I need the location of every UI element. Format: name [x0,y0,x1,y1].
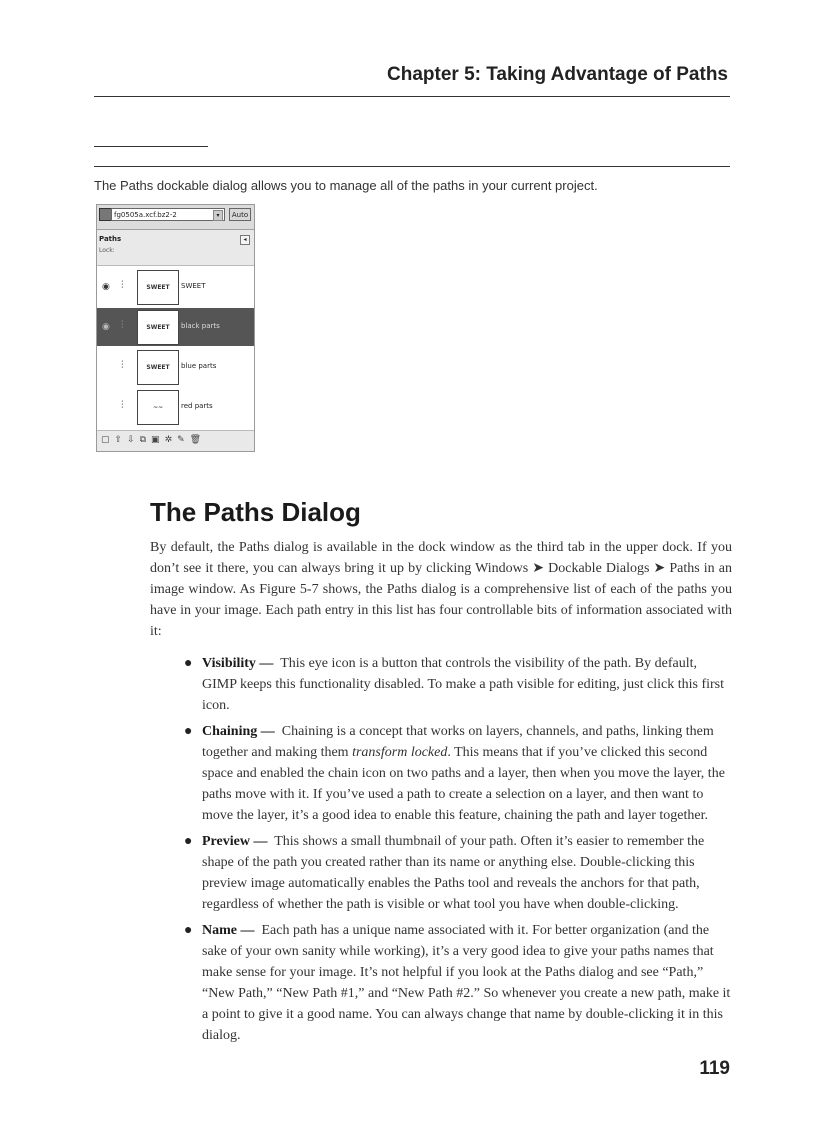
new-path-icon[interactable]: ▢ [101,435,110,445]
list-item [150,721,732,826]
list-item [150,920,732,1046]
short-rule [94,146,208,147]
path-row[interactable] [97,348,254,386]
path-row[interactable] [97,268,254,306]
figure-rule [94,166,730,167]
bullet-text: Chaining is a concept that works on layers, channels, and paths, linking them together and making them [202,724,714,760]
running-head: Chapter 5: Taking Advantage of Paths [387,64,728,85]
path-preview-thumbnail[interactable]: SWEET [137,350,179,385]
chain-icon[interactable]: ⫶ [121,320,124,331]
path-to-selection-icon[interactable]: ▣ [151,435,160,445]
path-row[interactable] [97,388,254,426]
selection-to-path-icon[interactable]: ✲ [164,435,173,445]
bullet-icon: ● [184,724,193,739]
path-row[interactable] [97,308,254,346]
duplicate-path-icon[interactable]: ⧉ [139,435,147,445]
chain-icon[interactable]: ⫶ [121,280,124,291]
paths-list [97,265,254,431]
path-name[interactable]: black parts [181,322,220,330]
chain-icon[interactable]: ⫶ [121,360,124,371]
bullet-term: Name — [202,923,255,938]
page-number: 119 [699,1058,730,1079]
eye-icon[interactable]: ◉ [102,322,110,332]
path-preview-thumbnail[interactable]: SWEET [137,270,179,305]
dialog-button-bar [97,431,254,449]
tab-menu-icon[interactable]: ◂ [240,235,250,245]
paint-path-icon[interactable]: ✎ [177,435,185,445]
list-item [150,653,732,716]
bullet-term: Chaining — [202,724,275,739]
bullet-text: This shows a small thumbnail of your path. Often it’s easier to remember the shape of the path you created rather than its name or anything else. Double-clicking this preview image automatically enables the Paths tool and reveals the anchors for that path, regardless of whether the path is visible or what tool you have when double-clicking. [202,834,705,912]
bullet-emphasis: transform locked [352,745,448,760]
paths-dialog-screenshot [96,204,255,452]
path-preview-thumbnail[interactable]: ~~ [137,390,179,425]
auto-button[interactable]: Auto [229,208,251,221]
eye-icon[interactable]: ◉ [102,282,110,292]
bullet-text: . This means that if you’ve clicked this second space and enabled the chain icon on two paths and a layer, then when you move the layer, the paths move with it. If you’ve used a path to create a selection on a layer, and then want to move the layer, it’s a good idea to enable this feature, chaining the path and layer together. [202,745,725,823]
raise-path-icon[interactable]: ⇧ [114,435,123,445]
image-combo-value: fg0505a.xcf.bz2-2 [114,211,177,219]
bullet-term: Preview — [202,834,268,849]
bullet-icon: ● [184,923,193,938]
chain-icon[interactable]: ⫶ [121,400,124,411]
intro-paragraph: By default, the Paths dialog is available in the dock window as the third tab in the upper dock. If you don’t see it there, you can always bring it up by clicking Windows ➤ Dockable Dialogs ➤ Paths in an image window. As Figure 5-7 shows, the Paths dialog is a comprehensive list of each of the paths you have in your image. Each path entry in this list has four controllable bits of information associated with it: [150,540,732,639]
figure-caption: The Paths dockable dialog allows you to manage all of the paths in your current project. [94,178,598,193]
bullet-text: This eye icon is a button that controls the visibility of the path. By default, GIMP keeps this functionality disabled. To make a path visible for editing, just click this first icon. [202,656,724,713]
bullet-term: Visibility — [202,656,274,671]
lower-path-icon[interactable]: ⇩ [127,435,135,445]
bullet-text: Each path has a unique name associated with it. For better organization (and the sake of your own sanity while working), it’s a very good idea to give your paths names that make sense for your image. It’s not helpful if you look at the Paths dialog and see “Path,” “New Path,” “New Path #1,” and “New Path #2.” So whenever you create a new path, make it a point to give it a good name. You can always change that name by double-clicking it in this dialog. [202,923,731,1043]
image-combo[interactable] [111,208,225,221]
path-name[interactable]: SWEET [181,282,206,290]
image-selector-bar [97,205,254,230]
list-item [150,831,732,915]
path-name[interactable]: blue parts [181,362,217,370]
delete-path-icon[interactable]: 🗑 [189,435,202,445]
path-name[interactable]: red parts [181,402,213,410]
chevron-down-icon[interactable]: ▾ [213,210,223,221]
header-rule [94,96,730,97]
bullet-icon: ● [184,656,193,671]
lock-label: Lock: [99,247,115,254]
dialog-title: Paths [99,235,122,243]
section-heading: The Paths Dialog [150,497,361,527]
feature-list [150,653,732,1051]
bullet-icon: ● [184,834,193,849]
path-preview-thumbnail[interactable]: SWEET [137,310,179,345]
